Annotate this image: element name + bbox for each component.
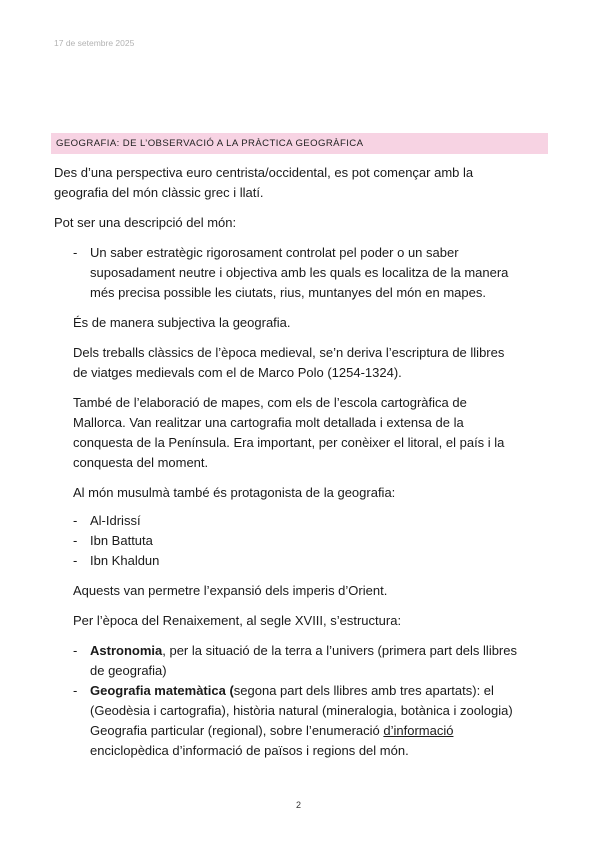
paragraph-line: geografia del món clàssic grec i llatí. — [54, 185, 264, 200]
paragraph-line: Per l’època del Renaixement, al segle XVIII, s’estructura: — [73, 613, 402, 628]
list-item: Al-Idrissí — [90, 513, 141, 528]
paragraph-line: És de manera subjectiva la geografia. — [73, 315, 291, 330]
section-heading: GEOGRAFIA: DE L’OBSERVACIÓ A LA PRÀCTICA GEOGRÀFICA — [56, 138, 364, 149]
list-dash: - — [73, 245, 78, 260]
paragraph-line: També de l’elaboració de mapes, com els de l’escola cartogràfica de — [73, 395, 467, 410]
list-item-line: (Geodèsia i cartografia), història natural (mineralogia, botànica i zoologia) — [90, 703, 513, 718]
paragraph-line: conquesta del moment. — [73, 455, 209, 470]
bold-term: Astronomia — [90, 643, 163, 658]
list-item-text: segona part dels llibres amb tres apartats): el — [233, 683, 494, 698]
list-item-line — [90, 721, 453, 742]
list-dash: - — [73, 553, 78, 568]
list-item-line: enciclopèdica d’informació de països i regions del món. — [90, 743, 409, 758]
list-item-line: suposadament neutre i objectiva amb les quals es localitza de la manera — [90, 265, 509, 280]
list-item-text: Geografia particular (regional), sobre l’enumeració — [90, 723, 384, 738]
list-item: Ibn Battuta — [90, 533, 153, 548]
paragraph-line: Mallorca. Van realitzar una cartografia molt detallada i extensa de la — [73, 415, 464, 430]
section-heading-band — [51, 133, 548, 154]
list-dash: - — [73, 683, 78, 698]
list-item: Ibn Khaldun — [90, 553, 160, 568]
list-item-line: Un saber estratègic rigorosament controlat pel poder o un saber — [90, 245, 459, 260]
paragraph-line: de viatges medievals com el de Marco Polo (1254-1324). — [73, 365, 402, 380]
list-item-line — [90, 641, 517, 662]
list-item-line: més precisa possible les ciutats, rius, muntanyes del món en mapes. — [90, 285, 486, 300]
list-item-text: , per la situació de la terra a l’univers (primera part dels llibres — [162, 643, 517, 658]
paragraph-line: Al món musulmà també és protagonista de la geografia: — [73, 485, 396, 500]
list-item-line — [90, 681, 494, 702]
paragraph-line: conquesta de la Península. Era important, per conèixer el litoral, el país i la — [73, 435, 505, 450]
list-item-line: de geografia) — [90, 663, 167, 678]
list-dash: - — [73, 643, 78, 658]
list-dash: - — [73, 533, 78, 548]
paragraph-line: Aquests van permetre l’expansió dels imperis d’Orient. — [73, 583, 388, 598]
paragraph-line: Pot ser una descripció del món: — [54, 215, 237, 230]
document-date: 17 de setembre 2025 — [54, 38, 135, 48]
list-dash: - — [73, 513, 78, 528]
bold-term: Geografia matemàtica ( — [90, 683, 234, 698]
underlined-link[interactable]: d’informació — [383, 723, 454, 738]
page-number: 2 — [296, 800, 302, 810]
paragraph-line: Dels treballs clàssics de l’època medieval, se’n deriva l’escriptura de llibres — [73, 345, 505, 360]
paragraph-line: Des d’una perspectiva euro centrista/occidental, es pot començar amb la — [54, 165, 474, 180]
